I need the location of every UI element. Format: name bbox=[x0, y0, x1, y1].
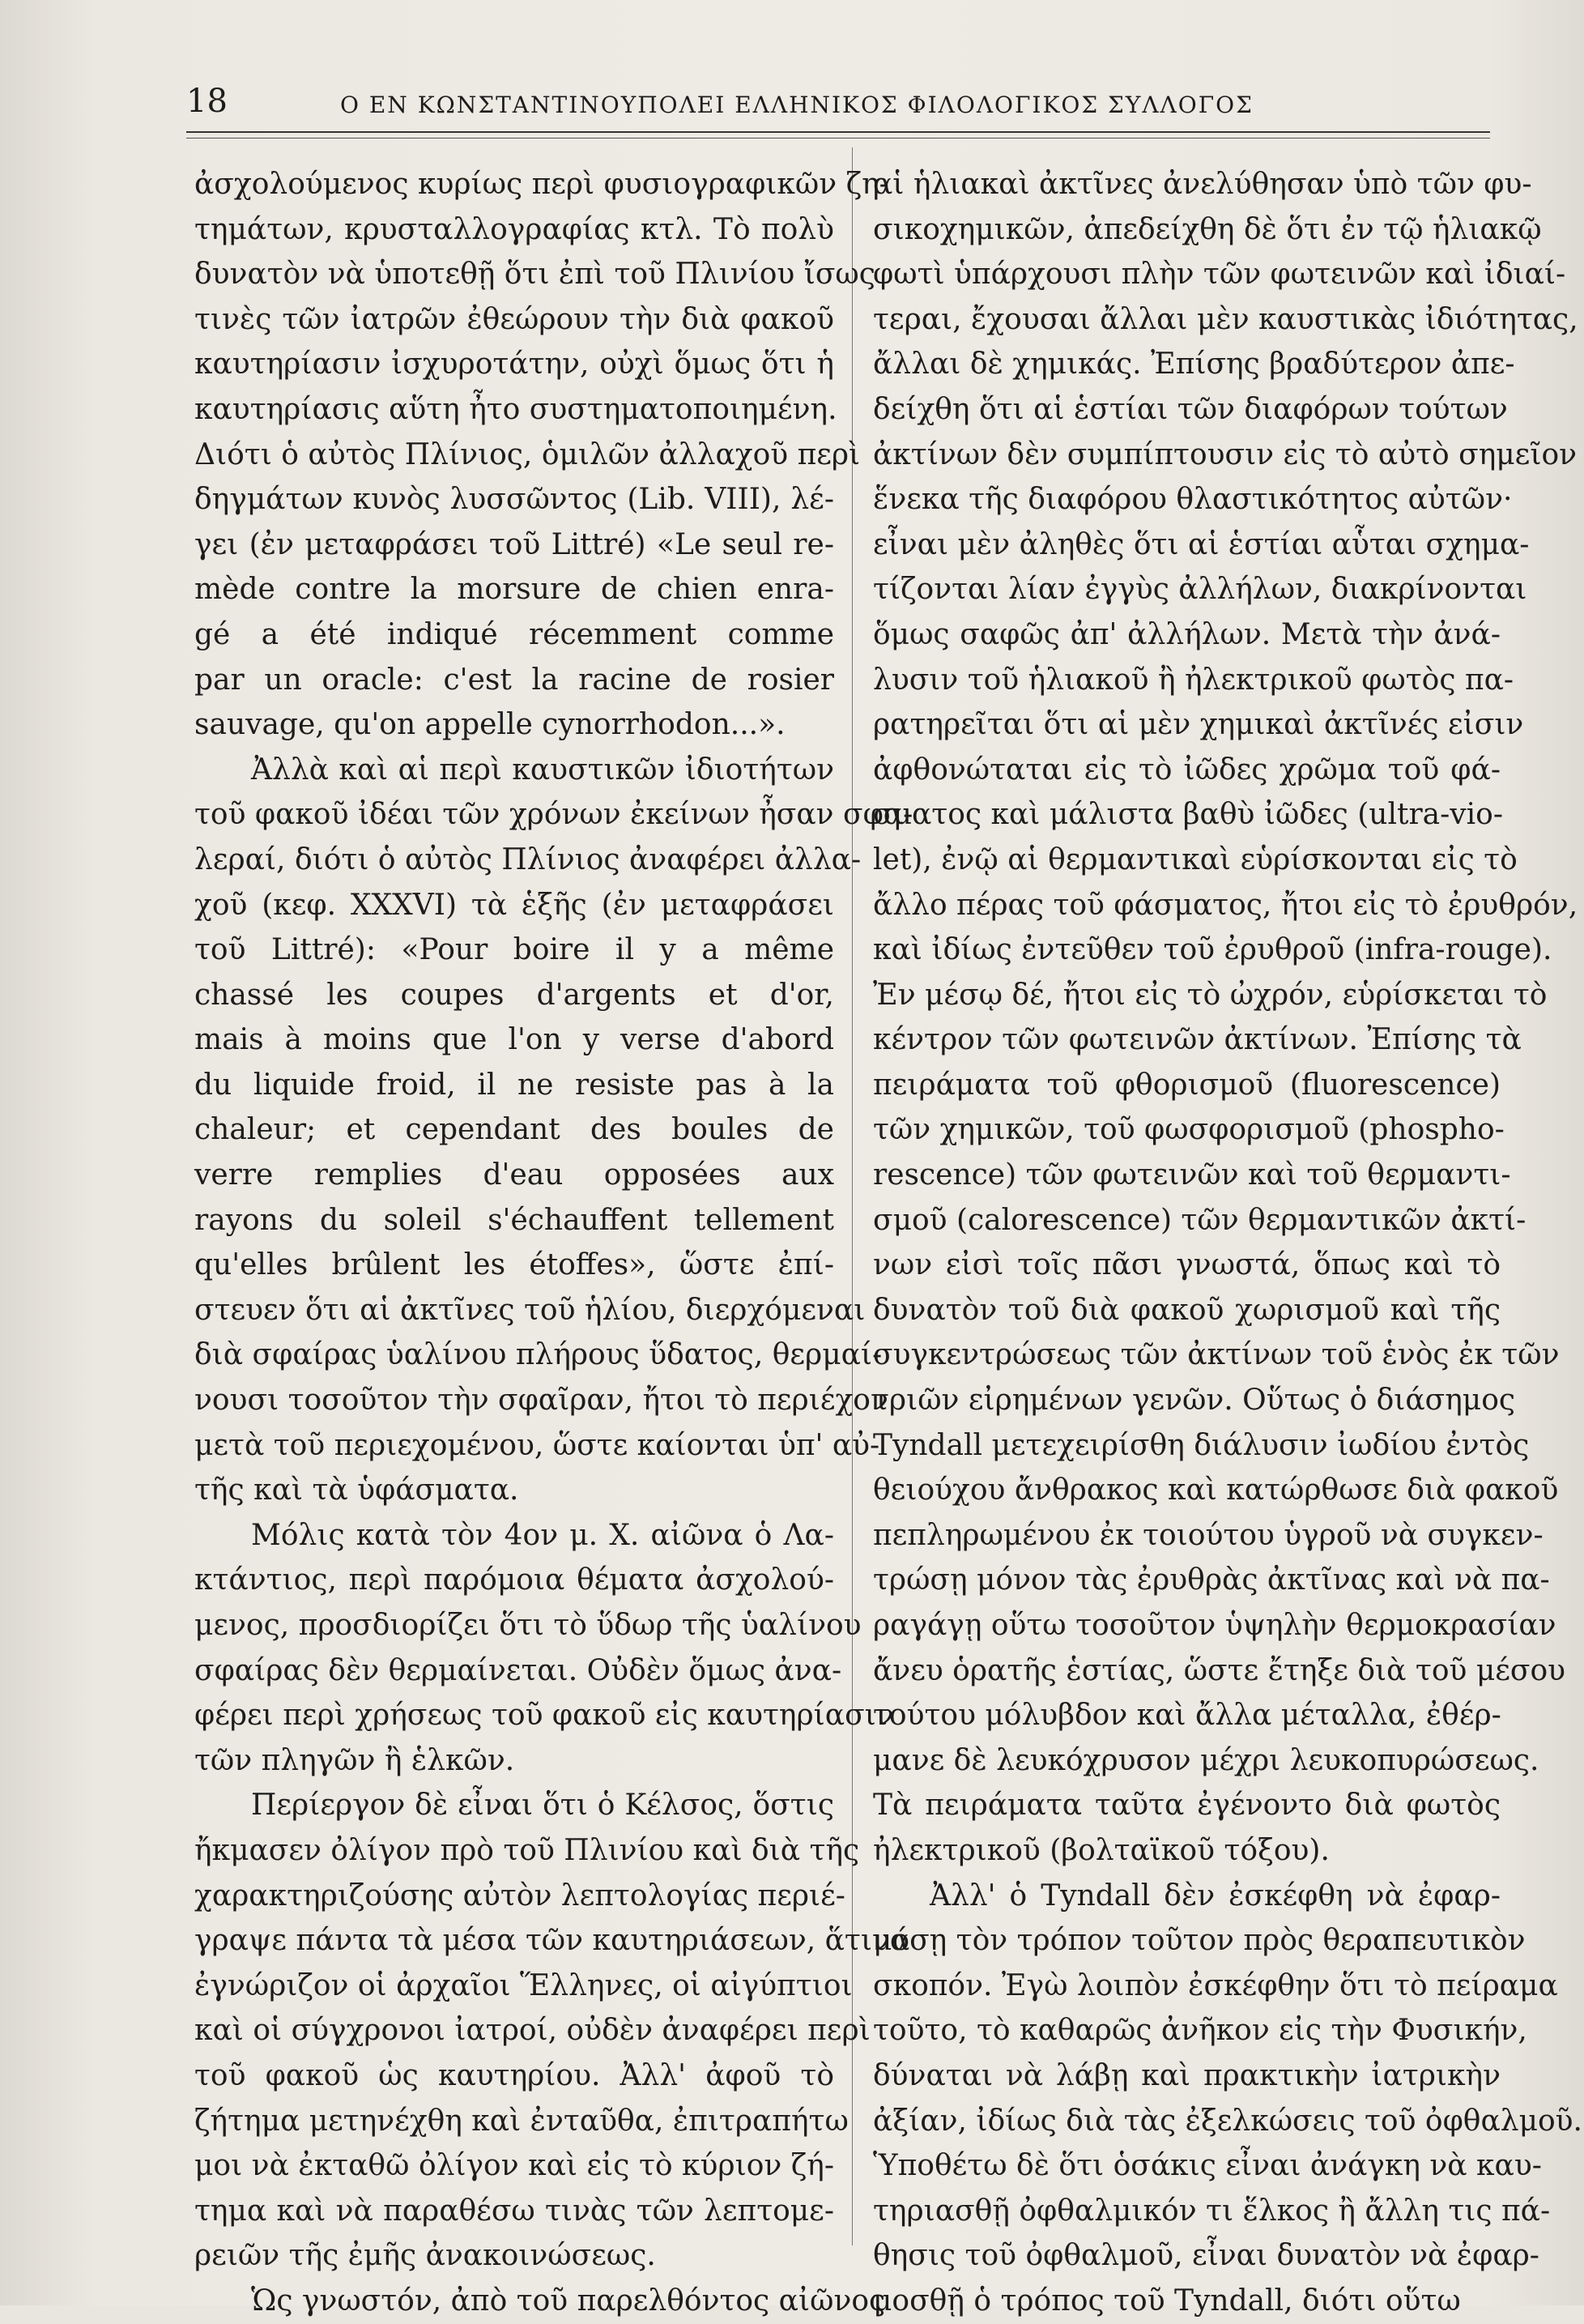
text-line: νουσι τοσοῦτον τὴν σφαῖραν, ἤτοι τὸ περιέχον bbox=[194, 1384, 888, 1418]
text-line: νων εἰσὶ τοῖς πᾶσι γνωστά, ὅπως καὶ τὸ bbox=[873, 1248, 1501, 1282]
text-line: αἱ ἡλιακαὶ ἀκτῖνες ἀνελύθησαν ὑπὸ τῶν φυ- bbox=[873, 168, 1532, 201]
text-line: διὰ σφαίρας ὑαλίνου πλήρους ὕδατος, θερμαί- bbox=[194, 1338, 883, 1372]
text-line: mède contre la morsure de chien enra- bbox=[194, 573, 834, 607]
text-line: καὶ οἱ σύγχρονοι ἰατροί, οὐδὲν ἀναφέρει περὶ bbox=[194, 2014, 871, 2048]
running-header bbox=[186, 81, 1482, 130]
text-line: κέντρον τῶν φωτεινῶν ἀκτίνων. Ἐπίσης τὰ bbox=[873, 1023, 1522, 1057]
text-line: γει (ἐν μεταφράσει τοῦ Littré) «Le seul re- bbox=[194, 527, 834, 561]
text-line: mais à moins que l'on y verse d'abord bbox=[194, 1023, 834, 1057]
text-line: ἄλλο πέρας τοῦ φάσματος, ἤτοι εἰς τὸ ἐρυθρόν, bbox=[873, 888, 1578, 922]
text-line: μόσῃ τὸν τρόπον τοῦτον πρὸς θεραπευτικὸν bbox=[873, 1924, 1526, 1958]
running-title: Ο ΕΝ ΚΩΝΣΤΑΝΤΙΝΟΥΠΟΛΕΙ ΕΛΛΗΝΙΚΟΣ ΦΙΛΟΛΟΓΙΚΟΣ ΣΥΛΛΟΓΟΣ bbox=[340, 92, 1254, 118]
text-line: συγκεντρώσεως τῶν ἀκτίνων τοῦ ἑνὸς ἐκ τῶν bbox=[873, 1338, 1560, 1372]
text-line: ὅμως σαφῶς ἀπ' ἀλλήλων. Μετὰ τὴν ἀνά- bbox=[873, 617, 1501, 651]
text-line: Περίεργον δὲ εἶναι ὅτι ὁ Κέλσος, ὅστις bbox=[251, 1789, 834, 1823]
text-line: μοσθῇ ὁ τρόπος τοῦ Tyndall, διότι οὕτω bbox=[873, 2283, 1461, 2318]
text-line: ἀξίαν, ἰδίως διὰ τὰς ἐξελκώσεις τοῦ ὀφθαλμοῦ. bbox=[873, 2104, 1582, 2138]
text-line: πεπληρωμένου ἐκ τοιούτου ὑγροῦ νὰ συγκεν- bbox=[873, 1518, 1544, 1552]
text-line: καυτηρίασιν ἰσχυροτάτην, οὐχὶ ὅμως ὅτι ἡ bbox=[194, 348, 834, 382]
text-line: τίζονται λίαν ἐγγὺς ἀλλήλων, διακρίνονται bbox=[873, 573, 1527, 607]
text-line: δείχθη ὅτι αἱ ἑστίαι τῶν διαφόρων τούτων bbox=[873, 392, 1508, 426]
text-line: τριῶν εἰρημένων γενῶν. Οὕτως ὁ διάσημος bbox=[873, 1384, 1516, 1418]
text-line: εἶναι μὲν ἀληθὲς ὅτι αἱ ἑστίαι αὗται σχημα- bbox=[873, 527, 1530, 561]
text-line: rayons du soleil s'échauffent tellement bbox=[194, 1203, 834, 1237]
text-line: δυνατὸν νὰ ὑποτεθῇ ὅτι ἐπὶ τοῦ Πλινίου ἴσως bbox=[194, 258, 875, 292]
text-line: qu'elles brûlent les étoffes», ὥστε ἐπί- bbox=[194, 1248, 834, 1282]
text-line: ἐγνώριζον οἱ ἀρχαῖοι Ἕλληνες, οἱ αἰγύπτιοι bbox=[194, 1968, 853, 2002]
text-line: ραγάγῃ οὕτω τοσοῦτον ὑψηλὴν θερμοκρασίαν bbox=[873, 1609, 1556, 1642]
text-line: φωτὶ ὑπάρχουσι πλὴν τῶν φωτεινῶν καὶ ἰδιαί- bbox=[873, 258, 1566, 292]
text-line: Τὰ πειράματα ταῦτα ἐγένοντο διὰ φωτὸς bbox=[873, 1789, 1501, 1823]
text-line: θησις τοῦ ὀφθαλμοῦ, εἶναι δυνατὸν νὰ ἐφαρ- bbox=[873, 2239, 1539, 2273]
text-line: μενος, προσδιορίζει ὅτι τὸ ὕδωρ τῆς ὑαλίνου bbox=[194, 1609, 862, 1642]
text-line: ἤκμασεν ὀλίγον πρὸ τοῦ Πλινίου καὶ διὰ τῆς bbox=[194, 1833, 860, 1867]
text-line: καυτηρίασις αὕτη ἦτο συστηματοποιημένη. bbox=[194, 392, 837, 426]
text-line: τινὲς τῶν ἰατρῶν ἐθεώρουν τὴν διὰ φακοῦ bbox=[194, 302, 834, 336]
text-line: τηριασθῇ ὀφθαλμικόν τι ἕλκος ἢ ἄλλη τις πά- bbox=[873, 2194, 1551, 2228]
text-line: κτάντιος, περὶ παρόμοια θέματα ἀσχολού- bbox=[194, 1563, 834, 1597]
text-line: τοῦ φακοῦ ἰδέαι τῶν χρόνων ἐκείνων ἦσαν σφα- bbox=[194, 798, 913, 832]
text-line: Ἀλλὰ καὶ αἱ περὶ καυστικῶν ἰδιοτήτων bbox=[251, 753, 834, 787]
text-line: let), ἐνῷ αἱ θερμαντικαὶ εὑρίσκονται εἰς τὸ bbox=[873, 842, 1518, 876]
text-line: chassé les coupes d'argents et d'or, bbox=[194, 978, 834, 1012]
text-line: δυνατὸν τοῦ διὰ φακοῦ χωρισμοῦ καὶ τῆς bbox=[873, 1293, 1501, 1327]
text-line: καὶ ἰδίως ἐντεῦθεν τοῦ ἐρυθροῦ (infra-rouge). bbox=[873, 933, 1552, 967]
text-line: verre remplies d'eau opposées aux bbox=[194, 1158, 834, 1192]
text-line: Ὑποθέτω δὲ ὅτι ὁσάκις εἶναι ἀνάγκη νὰ καυ- bbox=[873, 2149, 1542, 2183]
text-line: ἀσχολούμενος κυρίως περὶ φυσιογραφικῶν ζη- bbox=[194, 168, 889, 201]
text-line: δύναται νὰ λάβῃ καὶ πρακτικὴν ἰατρικὴν bbox=[873, 2058, 1501, 2092]
text-line: τημα καὶ νὰ παραθέσω τινὰς τῶν λεπτομε- bbox=[194, 2194, 834, 2228]
text-line: λεραί, διότι ὁ αὐτὸς Πλίνιος ἀναφέρει ἀλλα- bbox=[194, 842, 862, 876]
text-line: λυσιν τοῦ ἡλιακοῦ ἢ ἠλεκτρικοῦ φωτὸς πα- bbox=[873, 663, 1514, 697]
text-line: Μόλις κατὰ τὸν 4ον μ. Χ. αἰῶνα ὁ Λα- bbox=[251, 1518, 834, 1552]
header-rule bbox=[186, 131, 1490, 133]
text-line: τῶν πληγῶν ἢ ἑλκῶν. bbox=[194, 1743, 515, 1777]
text-line: τῶν χημικῶν, τοῦ φωσφορισμοῦ (phospho- bbox=[873, 1113, 1505, 1147]
text-line: τοῦ Littré): «Pour boire il y a même bbox=[194, 933, 834, 967]
text-line: τημάτων, κρυσταλλογραφίας κτλ. Τὸ πολὺ bbox=[194, 212, 834, 246]
text-line: τρώσῃ μόνον τὰς ἐρυθρὰς ἀκτῖνας καὶ νὰ πα- bbox=[873, 1563, 1550, 1597]
right-column bbox=[873, 162, 1582, 2324]
text-line: Tyndall μετεχειρίσθη διάλυσιν ἰωδίου ἐντὸς bbox=[873, 1428, 1530, 1462]
text-line: ζήτημα μετηνέχθη καὶ ἐνταῦθα, ἐπιτραπήτω bbox=[194, 2104, 849, 2138]
text-line: ἄνευ ὁρατῆς ἑστίας, ὥστε ἔτηξε διὰ τοῦ μέσου bbox=[873, 1653, 1565, 1687]
text-line: Διότι ὁ αὐτὸς Πλίνιος, ὁμιλῶν ἀλλαχοῦ περὶ bbox=[194, 437, 861, 471]
text-line: ἀκτίνων δὲν συμπίπτουσιν εἰς τὸ αὐτὸ σημεῖον bbox=[873, 437, 1578, 471]
text-line: Ἐν μέσῳ δέ, ἤτοι εἰς τὸ ὠχρόν, εὑρίσκεται τὸ bbox=[873, 978, 1548, 1012]
text-line: μοι νὰ ἐκταθῶ ὀλίγον καὶ εἰς τὸ κύριον ζή- bbox=[194, 2149, 834, 2183]
text-line: χαρακτηριζούσης αὐτὸν λεπτολογίας περιέ- bbox=[194, 1878, 845, 1913]
text-line: σικοχημικῶν, ἀπεδείχθη δὲ ὅτι ἐν τῷ ἡλιακῷ bbox=[873, 212, 1542, 246]
text-line: du liquide froid, il ne resiste pas à la bbox=[194, 1068, 834, 1102]
text-line: ἠλεκτρικοῦ (βολταϊκοῦ τόξου). bbox=[873, 1833, 1330, 1867]
text-line: Ὡς γνωστόν, ἀπὸ τοῦ παρελθόντος αἰῶνος bbox=[251, 2283, 886, 2318]
text-line: τούτου μόλυβδον καὶ ἄλλα μέταλλα, ἐθέρ- bbox=[873, 1699, 1501, 1733]
page-number: 18 bbox=[186, 83, 228, 120]
text-line: θειούχου ἄνθρακος καὶ κατώρθωσε διὰ φακοῦ bbox=[873, 1473, 1559, 1507]
text-line: par un oracle: c'est la racine de rosier bbox=[194, 663, 834, 697]
text-line: Ἀλλ' ὁ Tyndall δὲν ἐσκέφθη νὰ ἐφαρ- bbox=[930, 1878, 1501, 1913]
header-rule-thin bbox=[186, 138, 1490, 139]
text-line: δηγμάτων κυνὸς λυσσῶντος (Lib. VIII), λέ- bbox=[194, 483, 834, 517]
text-line: ἕνεκα τῆς διαφόρου θλαστικότητος αὐτῶν· bbox=[873, 483, 1513, 517]
text-line: σκοπόν. Ἐγὼ λοιπὸν ἐσκέφθην ὅτι τὸ πείραμα bbox=[873, 1968, 1558, 2002]
text-line: ρειῶν τῆς ἐμῆς ἀνακοινώσεως. bbox=[194, 2239, 656, 2273]
text-line: sauvage, qu'on appelle cynorrhodon...». bbox=[194, 708, 786, 742]
text-line: chaleur; et cependant des boules de bbox=[194, 1113, 834, 1147]
text-line: rescence) τῶν φωτεινῶν καὶ τοῦ θερμαντι- bbox=[873, 1158, 1511, 1192]
text-line: ἀφθονώταται εἰς τὸ ἰῶδες χρῶμα τοῦ φά- bbox=[873, 753, 1501, 787]
text-line: φέρει περὶ χρήσεως τοῦ φακοῦ εἰς καυτηρίασιν bbox=[194, 1699, 894, 1733]
text-line: γραψε πάντα τὰ μέσα τῶν καυτηριάσεων, ἅτινα bbox=[194, 1924, 910, 1958]
text-line: σμοῦ (calorescence) τῶν θερμαντικῶν ἀκτί- bbox=[873, 1203, 1527, 1237]
text-line: σματος καὶ μάλιστα βαθὺ ἰῶδες (ultra-vio- bbox=[873, 798, 1503, 832]
text-line: ἄλλαι δὲ χημικάς. Ἐπίσης βραδύτερον ἀπε- bbox=[873, 348, 1515, 382]
text-line: μανε δὲ λευκόχρυσον μέχρι λευκοπυρώσεως. bbox=[873, 1743, 1539, 1777]
text-line: ρατηρεῖται ὅτι αἱ μὲν χημικαὶ ἀκτῖνές εἰσιν bbox=[873, 708, 1524, 742]
text-line: τῆς καὶ τὰ ὑφάσματα. bbox=[194, 1473, 519, 1507]
text-line: μετὰ τοῦ περιεχομένου, ὥστε καίονται ὑπ' αὐ- bbox=[194, 1428, 880, 1462]
text-line: τοῦτο, τὸ καθαρῶς ἀνῆκον εἰς τὴν Φυσικήν, bbox=[873, 2014, 1527, 2048]
text-line: τοῦ φακοῦ ὡς καυτηρίου. Ἀλλ' ἀφοῦ τὸ bbox=[194, 2058, 834, 2092]
text-line: στευεν ὅτι αἱ ἀκτῖνες τοῦ ἡλίου, διερχόμεναι bbox=[194, 1293, 866, 1327]
text-line: τεραι, ἔχουσαι ἄλλαι μὲν καυστικὰς ἰδιότητας, bbox=[873, 302, 1578, 336]
left-column bbox=[194, 162, 913, 2324]
text-line: σφαίρας δὲν θερμαίνεται. Οὐδὲν ὅμως ἀνα- bbox=[194, 1653, 842, 1687]
text-line: χοῦ (κεφ. XXXVI) τὰ ἑξῆς (ἐν μεταφράσει bbox=[194, 888, 834, 922]
text-line: gé a été indiqué récemment comme bbox=[194, 617, 834, 651]
text-line: πειράματα τοῦ φθορισμοῦ (fluorescence) bbox=[873, 1068, 1501, 1102]
